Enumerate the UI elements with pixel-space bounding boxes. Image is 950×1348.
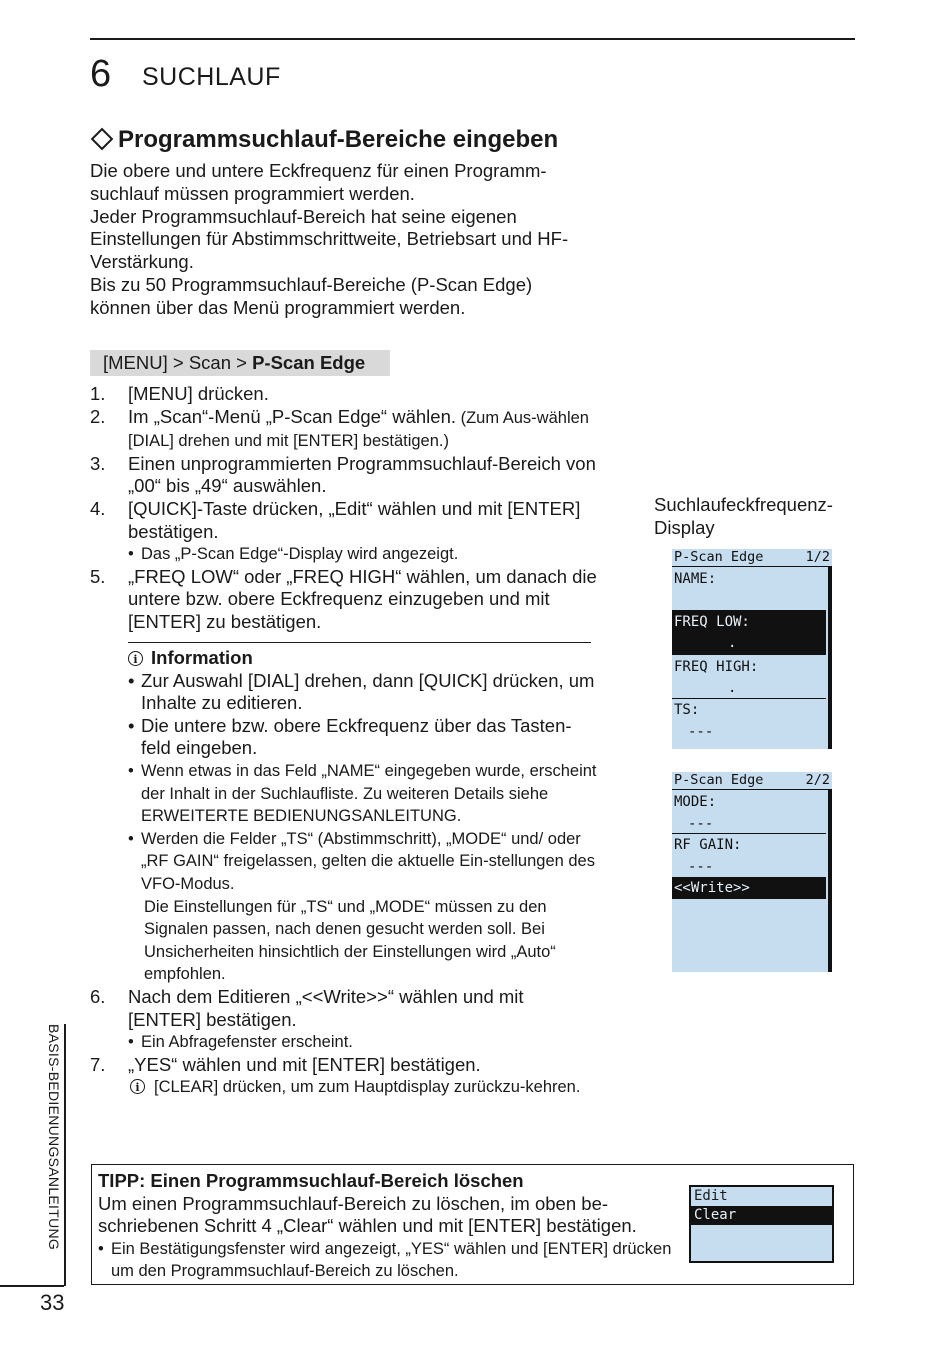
step-text: „FREQ LOW“ oder „FREQ HIGH“ wählen, um danach die untere bzw. obere Eckfrequenz einzugeben und mit [ENTER] zu bestätigen.: [128, 565, 597, 632]
lcd-page-indicator: 2/2: [805, 772, 830, 788]
step-note: (Zum Aus-wählen [DIAL] drehen und mit [ENTER] bestätigen.): [128, 408, 589, 451]
information-rule: [128, 642, 591, 644]
step-text: „YES“ wählen und mit [ENTER] bestätigen.: [128, 1053, 481, 1075]
step-number: 6.: [90, 985, 106, 1007]
lcd-header: [672, 549, 832, 567]
steps-list: [90, 383, 600, 1099]
information-heading: [128, 647, 600, 670]
step-bullet: • Ein Abfragefenster erscheint.: [128, 1031, 600, 1054]
tip-text: [98, 1170, 678, 1283]
lcd-rf-gain-value: ---: [688, 859, 714, 875]
lcd-freq-low-label: FREQ LOW:: [672, 611, 826, 634]
information-heading-text: Information: [151, 647, 253, 669]
menu-path-prefix: [MENU] > Scan >: [103, 352, 253, 373]
chapter-title: SUCHLAUF: [142, 63, 281, 91]
info-icon: i: [128, 651, 143, 666]
step-text: Im „Scan“-Menü „P-Scan Edge“ wählen.: [128, 405, 456, 427]
information-bullet: • Die untere bzw. obere Eckfrequenz über das Tasten-feld eingeben.: [128, 715, 600, 760]
side-label: BASIS-BEDIENUNGSANLEITUNG: [46, 1024, 62, 1251]
page-number-rule: [0, 1285, 64, 1287]
step-number: 5.: [90, 565, 106, 587]
lcd-name-label: NAME:: [674, 571, 717, 587]
information-box: [90, 647, 600, 986]
step-number: 3.: [90, 452, 106, 474]
step-7: [90, 1054, 600, 1099]
lcd-scrollbar: [828, 790, 832, 972]
lcd-mode-label: MODE:: [674, 794, 717, 810]
section-title: [90, 124, 558, 156]
intro-paragraph: Bis zu 50 Programmsuchlauf-Bereiche (P-Scan Edge) können über das Menü programmiert werden.: [90, 273, 533, 318]
section-title-text: Programmsuchlauf-Bereiche eingeben: [118, 126, 559, 153]
lcd-ts-label: TS:: [674, 702, 700, 718]
lcd-rf-gain-label: RF GAIN:: [674, 837, 742, 853]
step-6: [90, 986, 600, 1054]
information-bullet: • Werden die Felder „TS“ (Abstimmschritt), „MODE“ und/ oder „RF GAIN“ freigelassen, gelten die aktuelle Ein-stellungen des VFO-Modus.: [128, 828, 600, 896]
tip-bullet: • Ein Bestätigungsfenster wird angezeigt, „YES“ wählen und [ENTER] drücken um den Programmsuchlauf-Bereich zu löschen.: [98, 1238, 678, 1283]
step-text: [QUICK]-Taste drücken, „Edit“ wählen und mit [ENTER] bestätigen.: [128, 497, 581, 542]
quick-menu-item-clear: Clear: [691, 1206, 832, 1225]
step-2: [90, 406, 600, 453]
info-icon: i: [130, 1079, 145, 1094]
intro-paragraph: Jeder Programmsuchlauf-Bereich hat seine eigenen Einstellungen für Abstimmschrittweite, Betriebsart und HF-Verstärkung.: [90, 205, 569, 273]
step-text: Nach dem Editieren „<<Write>>“ wählen und mit [ENTER] bestätigen.: [128, 985, 524, 1030]
chapter-number: 6: [90, 53, 112, 95]
step-number: 1.: [90, 383, 106, 404]
side-rule: [64, 1024, 66, 1286]
step-5: [90, 566, 600, 634]
quick-menu-item-edit: Edit: [694, 1188, 728, 1204]
step-note: [128, 1076, 600, 1099]
step-1: [90, 383, 600, 406]
lcd-title: P-Scan Edge: [674, 549, 764, 565]
information-bullet: • Zur Auswahl [DIAL] drehen, dann [QUICK] drücken, um Inhalte zu editieren.: [128, 670, 600, 715]
top-rule: [90, 38, 855, 40]
diamond-icon: [91, 128, 114, 151]
menu-path: [90, 350, 390, 376]
intro-paragraph: Die obere und untere Eckfrequenz für einen Programm-suchlauf müssen programmiert werden.: [90, 160, 547, 204]
information-bullet: • Wenn etwas in das Feld „NAME“ eingegeben wurde, erscheint der Inhalt in der Suchlaufliste. Zu weiteren Details siehe ERWEITERTE BEDIENUNGSANLEITUNG.: [128, 760, 600, 828]
lcd-title: P-Scan Edge: [674, 772, 764, 788]
lcd-screen-page-1: [672, 549, 832, 749]
lcd-screen-page-2: [672, 772, 832, 972]
step-number: 7.: [90, 1053, 106, 1075]
lcd-header: [672, 772, 832, 790]
lcd-freq-high-value: .: [672, 679, 826, 699]
step-text: Einen unprogrammierten Programmsuchlauf-Bereich von „00“ bis „49“ auswählen.: [128, 452, 596, 497]
intro-text: [90, 160, 580, 320]
lcd-freq-low-value: .: [672, 634, 826, 655]
quick-menu-lcd: [689, 1185, 834, 1263]
display-caption: Suchlaufeckfrequenz-Display: [654, 494, 833, 538]
lcd-scrollbar: [828, 567, 832, 749]
lcd-freq-high-label: FREQ HIGH:: [674, 659, 759, 675]
tip-heading: TIPP: Einen Programmsuchlauf-Bereich löschen: [98, 1170, 524, 1191]
page-number: 33: [40, 1290, 65, 1315]
step-3: [90, 453, 600, 498]
lcd-page-indicator: 1/2: [805, 549, 830, 565]
tip-box: [91, 1164, 854, 1285]
step-note-text: [CLEAR] drücken, um zum Hauptdisplay zurückzu-kehren.: [154, 1078, 581, 1097]
step-4: [90, 498, 600, 566]
step-number: 2.: [90, 405, 106, 427]
lcd-ts-value: ---: [688, 724, 714, 740]
lcd-mode-value: ---: [672, 814, 826, 834]
lcd-write-item: <<Write>>: [672, 877, 826, 899]
step-bullet: • Das „P-Scan Edge“-Display wird angezeigt.: [128, 543, 600, 566]
step-number: 4.: [90, 497, 106, 519]
lcd-name-value: [672, 591, 826, 611]
step-text: [MENU] drücken.: [128, 383, 269, 404]
tip-body: Um einen Programmsuchlauf-Bereich zu löschen, im oben be-schriebenen Schritt 4 „Clear“ wählen und mit [ENTER] bestätigen.: [98, 1192, 637, 1236]
information-continuation: Die Einstellungen für „TS“ und „MODE“ müssen zu den Signalen passen, nach denen gesucht werden soll. Bei Unsicherheiten hinsichtlich der Einstellungen wird „Auto“ empfohlen.: [144, 897, 556, 984]
menu-path-target: P-Scan Edge: [252, 352, 366, 373]
